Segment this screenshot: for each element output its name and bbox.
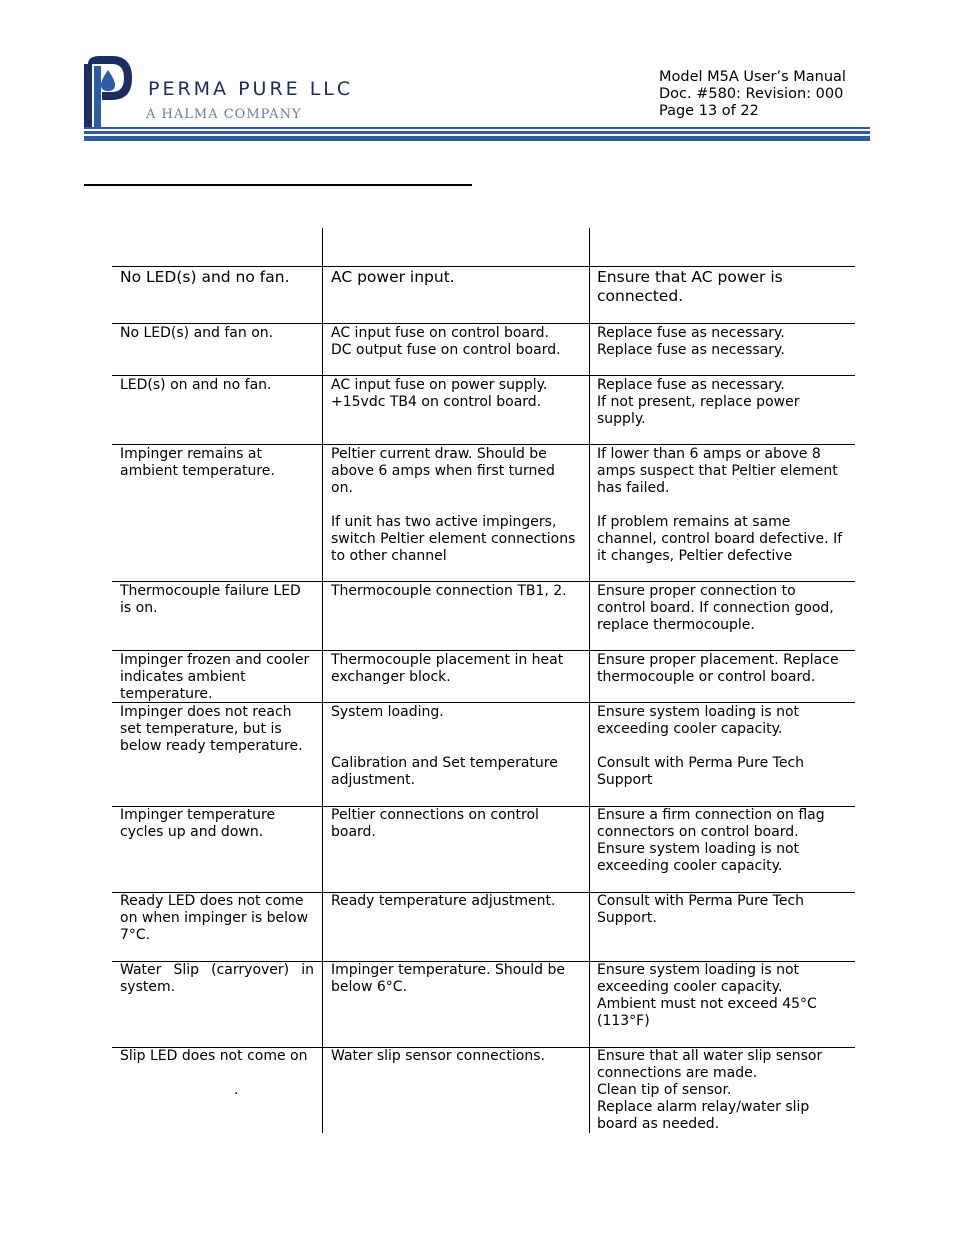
table-row-action: Ensure proper connection to control board. If connection good, replace thermocouple. [597, 583, 834, 633]
table-row-action: Consult with Perma Pure Tech Support. [597, 893, 805, 926]
table-row-action: Ensure system loading is not exceeding cooler capacity. Consult with Perma Pure Tech Support [597, 704, 805, 788]
table-row-symptom: Impinger does not reach set temperature, but is below ready temperature. [120, 704, 303, 754]
table-row-check: Thermocouple placement in heat exchanger block. [331, 652, 564, 685]
table-row-check: AC power input. [331, 268, 455, 286]
table-row-symptom: Thermocouple failure LED is on. [120, 583, 301, 616]
doc-page-line: Page 13 of 22 [659, 103, 759, 119]
doc-number-line: Doc. #580: Revision: 000 [659, 86, 844, 102]
table-row-symptom: Ready LED does not come on when impinger is below 7°C. [120, 893, 309, 943]
table-row-symptom: Water Slip (carryover) in [120, 962, 314, 978]
table-row-symptom: Impinger frozen and cooler indicates ambient temperature. [120, 652, 310, 702]
table-row-symptom: Impinger remains at ambient temperature. [120, 446, 275, 479]
table-row-symptom: LED(s) on and no fan. [120, 377, 272, 393]
table-row-symptom-cont: system. [120, 979, 176, 995]
document-info [659, 69, 846, 120]
table-row-action: Ensure system loading is not exceeding cooler capacity. Ambient must not exceed 45°C (113°F) [597, 962, 817, 1029]
table-row-action: Ensure proper placement. Replace thermocouple or control board. [597, 652, 839, 685]
table-row-check: System loading. Calibration and Set temperature adjustment. [331, 704, 558, 788]
table-row-check: Impinger temperature. Should be below 6°C. [331, 962, 565, 995]
table-row-action: Replace fuse as necessary. If not present, replace power supply. [597, 377, 800, 427]
company-name: PERMA PURE LLC [148, 78, 354, 100]
table-row-check: Peltier connections on control board. [331, 807, 539, 840]
table-row-symptom: Impinger temperature cycles up and down. [120, 807, 276, 840]
table-row-check: Ready temperature adjustment. [331, 893, 556, 909]
table-row-check: Thermocouple connection TB1, 2. [331, 583, 567, 599]
table-row-action: Ensure a firm connection on flag connectors on control board. Ensure system loading is not exceeding cooler capacity. [597, 807, 825, 874]
table-row-action: Ensure that AC power is connected. [597, 268, 783, 305]
table-row-check: Water slip sensor connections. [331, 1048, 545, 1064]
table-row-action: Ensure that all water slip sensor connections are made. Clean tip of sensor. Replace alarm relay/water slip board as needed. [597, 1048, 823, 1132]
table-row-action: Replace fuse as necessary. Replace fuse as necessary. [597, 325, 785, 358]
table-row-check: AC input fuse on control board. DC output fuse on control board. [331, 325, 561, 358]
table-row-symptom-dot: . [234, 1082, 239, 1098]
table-row-action: If lower than 6 amps or above 8 amps suspect that Peltier element has failed. If problem remains at same channel, control board defective. If it changes, Peltier defective [597, 446, 843, 564]
table-row-check: Peltier current draw. Should be above 6 amps when first turned on. If unit has two active impingers, switch Peltier element connections to other channel [331, 446, 576, 564]
table-row-check: AC input fuse on power supply. +15vdc TB4 on control board. [331, 377, 548, 410]
section-heading-rule [84, 184, 472, 186]
doc-model-line: Model M5A User’s Manual [659, 69, 846, 85]
perma-pure-logo [84, 56, 132, 130]
company-subtitle: A HALMA COMPANY [146, 107, 302, 122]
table-row-symptom: Slip LED does not come on [120, 1048, 308, 1064]
table-row-symptom: No LED(s) and no fan. [120, 268, 290, 286]
table-row-symptom: No LED(s) and fan on. [120, 325, 274, 341]
